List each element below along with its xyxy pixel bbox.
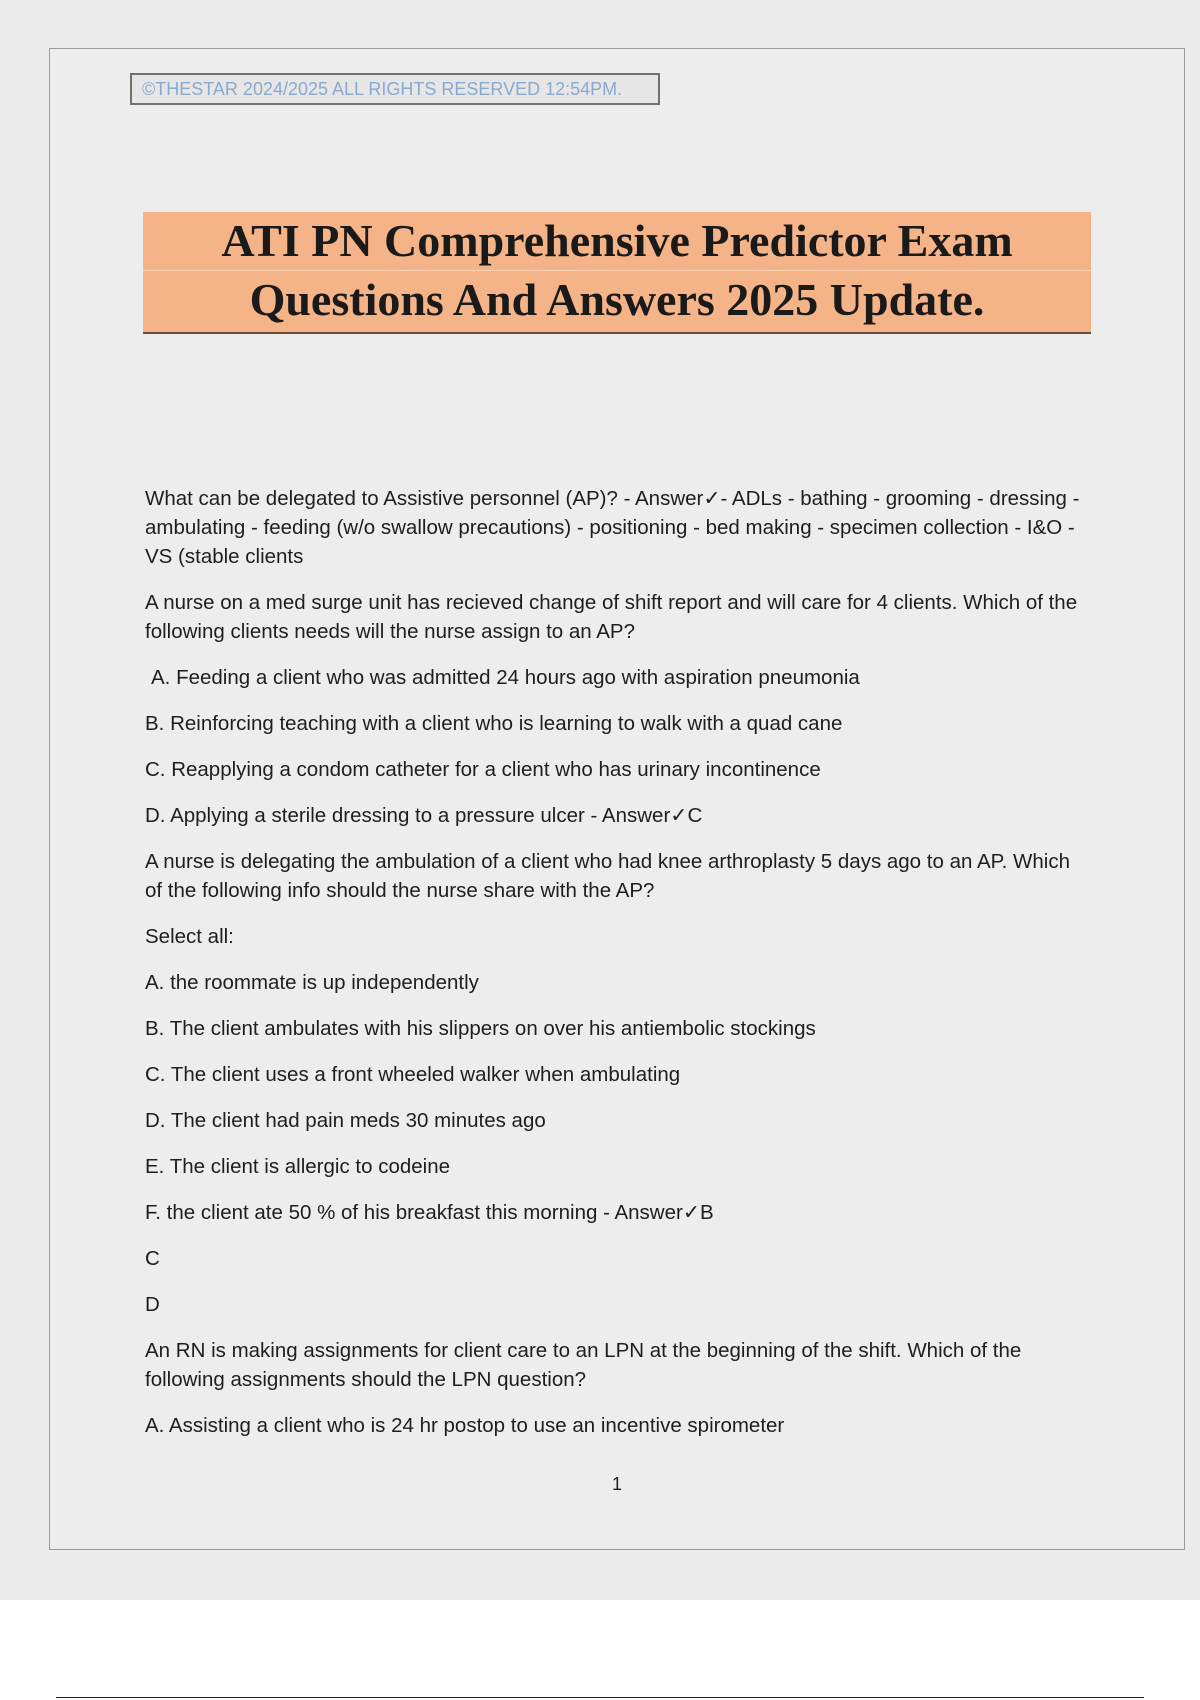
paragraph-delegation-answer: What can be delegated to Assistive personnel (AP)? - Answer✓- ADLs - bathing - grooming - dressing - ambulating - feeding (w/o swallow precautions) - positioning - bed making - specimen collection - I&O - VS (stable clients bbox=[145, 487, 1080, 568]
select-all-label: Select all: bbox=[145, 925, 234, 948]
title-line-1: ATI PN Comprehensive Predictor Exam bbox=[143, 212, 1091, 271]
option-3a: A. Assisting a client who is 24 hr postop to use an incentive spirometer bbox=[145, 1414, 785, 1437]
bottom-divider bbox=[56, 1697, 1144, 1698]
option-1a: A. Feeding a client who was admitted 24 hours ago with aspiration pneumonia bbox=[151, 666, 860, 689]
option-2a: A. the roommate is up independently bbox=[145, 971, 479, 994]
paragraph-question-2: A nurse is delegating the ambulation of a client who had knee arthroplasty 5 days ago to an AP. Which of the following info should the nurse share with the AP? bbox=[145, 850, 1070, 902]
option-2e: E. The client is allergic to codeine bbox=[145, 1155, 451, 1178]
document-title-banner bbox=[143, 212, 1091, 334]
option-2c: C. The client uses a front wheeled walker when ambulating bbox=[145, 1063, 681, 1086]
option-1c: C. Reapplying a condom catheter for a client who has urinary incontinence bbox=[145, 758, 821, 781]
answer-letter-d: D bbox=[145, 1293, 160, 1316]
document-body bbox=[145, 484, 1090, 1457]
option-1d-answer: D. Applying a sterile dressing to a pressure ulcer - Answer✓C bbox=[145, 804, 703, 827]
answer-letter-c: C bbox=[145, 1247, 160, 1270]
option-2f-answer: F. the client ate 50 % of his breakfast this morning - Answer✓B bbox=[145, 1201, 714, 1224]
option-2d: D. The client had pain meds 30 minutes ago bbox=[145, 1109, 546, 1132]
paragraph-question-3: An RN is making assignments for client care to an LPN at the beginning of the shift. Which of the following assignments should the LPN question? bbox=[145, 1339, 1022, 1391]
paragraph-question-1: A nurse on a med surge unit has recieved change of shift report and will care for 4 clients. Which of the following clients needs will the nurse assign to an AP? bbox=[145, 591, 1078, 643]
copyright-watermark: ©THESTAR 2024/2025 ALL RIGHTS RESERVED 12:54PM. bbox=[130, 73, 660, 105]
option-2b: B. The client ambulates with his slippers on over his antiembolic stockings bbox=[145, 1017, 816, 1040]
title-line-2: Questions And Answers 2025 Update. bbox=[249, 274, 985, 325]
page-number: 1 bbox=[611, 1474, 622, 1494]
option-1b: B. Reinforcing teaching with a client who is learning to walk with a quad cane bbox=[145, 712, 843, 735]
